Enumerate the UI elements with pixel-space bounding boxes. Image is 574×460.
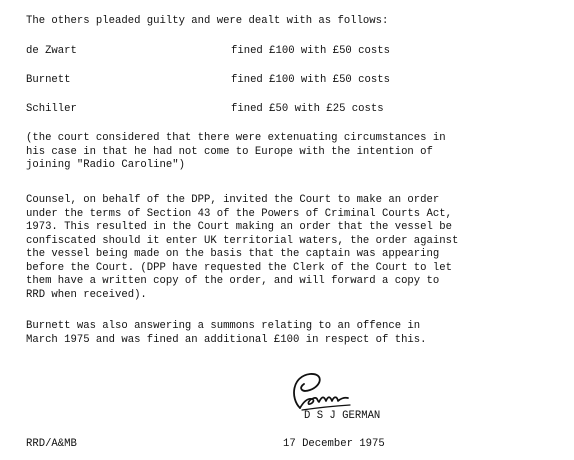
burnett-summons-paragraph: Burnett was also answering a summons relating to an offence in March 1975 and was fined an additional £100 in respect of this. [26,320,427,346]
handwritten-signature [286,368,366,414]
defendant-name-burnett: Burnett [26,74,71,86]
defendant-name-schiller: Schiller [26,103,77,115]
defendant-penalty-schiller: fined £50 with £25 costs [231,103,384,115]
intro-line: The others pleaded guilty and were dealt with as follows: [26,15,389,27]
signatory-name: D S J GERMAN [304,410,381,422]
defendant-penalty-burnett: fined £100 with £50 costs [231,74,390,86]
defendant-name-de-zwart: de Zwart [26,45,77,57]
counsel-paragraph: Counsel, on behalf of the DPP, invited the Court to make an order under the terms of Section 43 of the Powers of Criminal Courts Act, 1973. This resulted in the Court making an order that the vessel be confiscated should it enter UK territorial waters, the order against the vessel being made on the basis that the captain was appearing before the Court. (DPP have requested the Clerk of the Court to let them have a written copy of the order, and will forward a copy to RRD when received). [26,194,459,301]
document-date: 17 December 1975 [283,438,385,450]
defendant-penalty-de-zwart: fined £100 with £50 costs [231,45,390,57]
schiller-note-paragraph: (the court considered that there were extenuating circumstances in his case in that he had not come to Europe with the intention of joining "Radio Caroline") [26,132,446,171]
reference-code: RRD/A&MB [26,438,77,450]
